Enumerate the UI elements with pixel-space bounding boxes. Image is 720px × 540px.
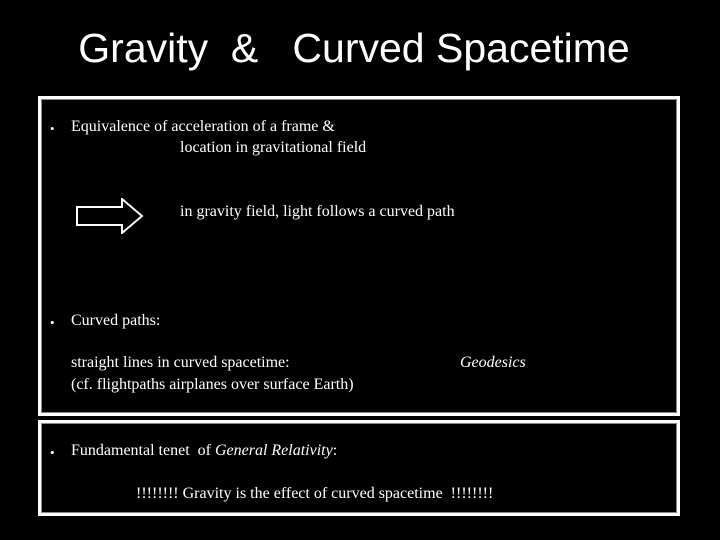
statement-text: Gravity is the effect of curved spacetime	[182, 485, 443, 502]
tenet-suffix: :	[332, 442, 338, 459]
geodesics-term: Geodesics	[460, 354, 526, 371]
bullet-marker: •	[50, 445, 55, 460]
statement-lead: !!!!!!!!	[136, 485, 179, 502]
bullet-equivalence-line1: Equivalence of acceleration of a frame &	[71, 118, 335, 135]
slide-title: Gravity & Curved Spacetime	[78, 25, 630, 71]
statement-trail: !!!!!!!!	[450, 485, 494, 502]
bullet-marker: •	[50, 315, 55, 330]
gravity-statement	[136, 484, 493, 504]
bullet-curved-paths: Curved paths:	[71, 312, 161, 329]
bullet-marker: •	[50, 121, 55, 136]
tenet-prefix: Fundamental tenet of	[71, 442, 215, 459]
curved-paths-line1: straight lines in curved spacetime:	[71, 354, 290, 371]
implication-text: in gravity field, light follows a curved path	[180, 203, 455, 220]
right-arrow-icon	[76, 198, 144, 234]
curved-paths-line2: (cf. flightpaths airplanes over surface Earth)	[71, 376, 354, 393]
bullet-equivalence-line2: location in gravitational field	[180, 139, 367, 156]
general-relativity-term: General Relativity	[214, 442, 333, 459]
bullet-fundamental-tenet	[71, 441, 337, 461]
